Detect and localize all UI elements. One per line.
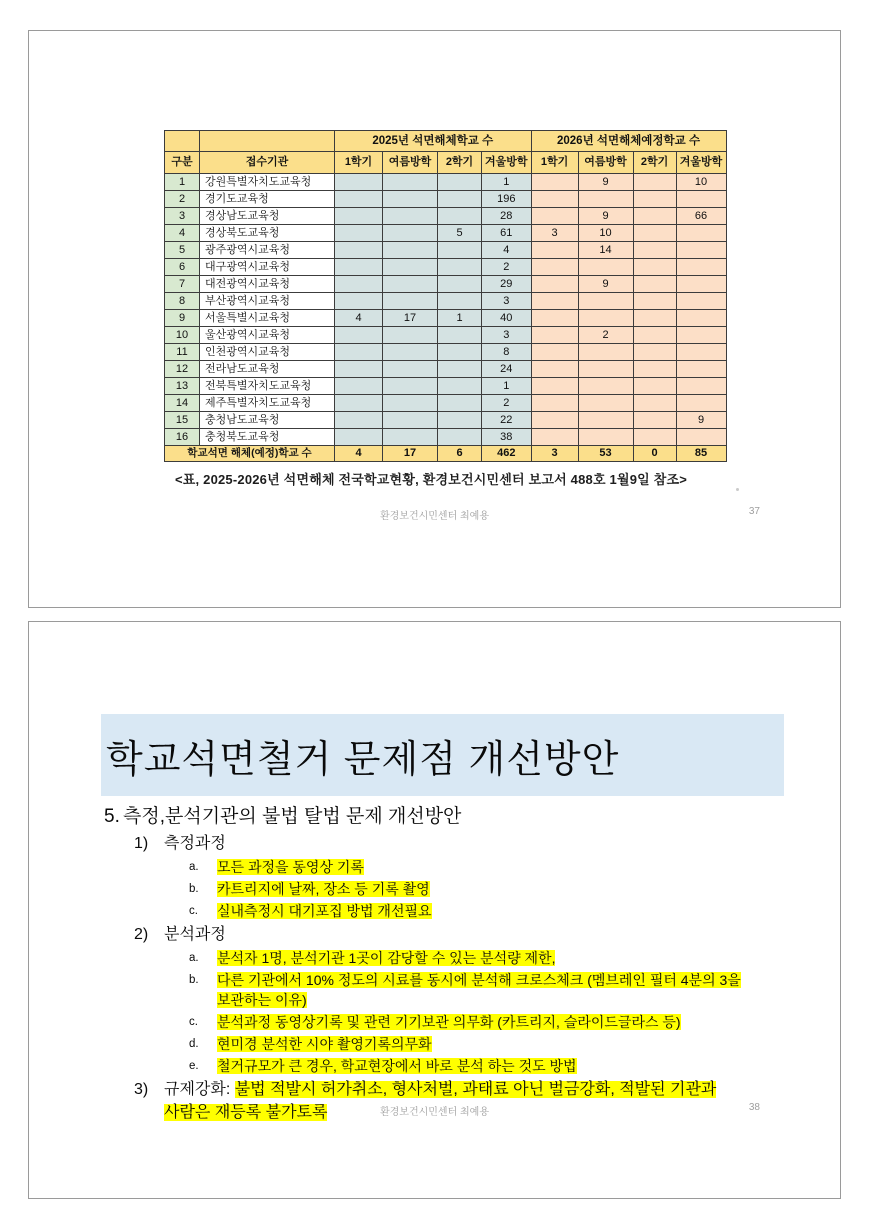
- table-cell: [676, 310, 726, 327]
- table-cell: [633, 174, 676, 191]
- table-cell: [676, 242, 726, 259]
- table-cell: 8: [165, 293, 200, 310]
- table-cell: [676, 378, 726, 395]
- table-cell: [633, 429, 676, 446]
- text-segment: 실내측정시 대기포집 방법 개선필요: [217, 903, 432, 919]
- text-segment: 분석자 1명, 분석기관 1곳이 감당할 수 있는 분석량 제한,: [217, 950, 556, 966]
- table-cell: 10: [165, 327, 200, 344]
- outline-subitem: [104, 1012, 764, 1032]
- table-cell: [531, 310, 578, 327]
- table-cell: 7: [165, 276, 200, 293]
- list-marker: d.: [189, 1038, 199, 1050]
- table-cell: [531, 429, 578, 446]
- table-cell: [335, 327, 383, 344]
- table-cell: [438, 242, 482, 259]
- table-cell: [531, 378, 578, 395]
- table-cell: 40: [482, 310, 532, 327]
- table-cell: 196: [482, 191, 532, 208]
- table-cell: [383, 395, 438, 412]
- list-marker: 5.: [104, 806, 120, 827]
- text-segment: 현미경 분석한 시야 촬영기록의무화: [217, 1036, 432, 1052]
- table-cell: 2: [482, 395, 532, 412]
- table-row: [165, 344, 727, 361]
- table-cell: [438, 344, 482, 361]
- table-row: [165, 276, 727, 293]
- table-cell: [335, 344, 383, 361]
- table-cell: [633, 395, 676, 412]
- table-row: [165, 174, 727, 191]
- total-value-cell: 3: [531, 446, 578, 462]
- outline-subitem-text: [217, 857, 747, 877]
- table-cell: 4: [165, 225, 200, 242]
- table-cell: [633, 310, 676, 327]
- table-cell: 10: [676, 174, 726, 191]
- table-cell: 경상남도교육청: [200, 208, 335, 225]
- outline-subitem-text: [217, 879, 747, 899]
- table-cell: [335, 378, 383, 395]
- table-cell: 충청남도교육청: [200, 412, 335, 429]
- list-marker: e.: [189, 1060, 199, 1072]
- table-cell: [633, 242, 676, 259]
- outline-subitem: [104, 970, 764, 1010]
- table-cell: 9: [578, 208, 633, 225]
- table-cell: [383, 191, 438, 208]
- table-cell: [531, 327, 578, 344]
- slide-title-band: [101, 714, 784, 796]
- table-cell: 서울특별시교육청: [200, 310, 335, 327]
- outline-item-text: [164, 832, 724, 855]
- table-cell: [676, 293, 726, 310]
- column-header-cell: 2학기: [438, 152, 482, 174]
- column-header-cell: 여름방학: [578, 152, 633, 174]
- table-cell: [676, 259, 726, 276]
- total-value-cell: 0: [633, 446, 676, 462]
- page-number: 37: [748, 506, 760, 517]
- table-cell: 15: [165, 412, 200, 429]
- table-cell: [578, 344, 633, 361]
- total-value-cell: 4: [335, 446, 383, 462]
- column-header-cell: 1학기: [531, 152, 578, 174]
- table-cell: 제주특별자치도교육청: [200, 395, 335, 412]
- table-header: [165, 131, 727, 174]
- table-cell: [578, 412, 633, 429]
- table-row: [165, 242, 727, 259]
- table-cell: 3: [531, 225, 578, 242]
- slide-38: [28, 621, 841, 1199]
- page-number: 38: [748, 1102, 760, 1113]
- slide-37: [28, 30, 841, 608]
- scan-speck: [736, 488, 739, 491]
- table-cell: [335, 429, 383, 446]
- table-cell: [531, 412, 578, 429]
- table-cell: [335, 225, 383, 242]
- table-cell: [438, 276, 482, 293]
- table-cell: 전라남도교육청: [200, 361, 335, 378]
- table-cell: [335, 395, 383, 412]
- table-cell: 9: [578, 174, 633, 191]
- table-cell: 17: [383, 310, 438, 327]
- table-cell: [578, 293, 633, 310]
- table-cell: 14: [165, 395, 200, 412]
- table-row: [165, 310, 727, 327]
- total-value-cell: 17: [383, 446, 438, 462]
- table-row: [165, 412, 727, 429]
- table-cell: 29: [482, 276, 532, 293]
- table-cell: 5: [438, 225, 482, 242]
- outline-subitem: [104, 879, 764, 899]
- table-cell: 13: [165, 378, 200, 395]
- outline-subitem-text: [217, 1034, 747, 1054]
- table-cell: 경상북도교육청: [200, 225, 335, 242]
- table-cell: [383, 208, 438, 225]
- table-cell: [438, 293, 482, 310]
- outline-items: [104, 832, 764, 1124]
- table-cell: 3: [482, 327, 532, 344]
- table-cell: 5: [165, 242, 200, 259]
- table-cell: 1: [482, 174, 532, 191]
- text-segment: 불법 적발시 허가취소, 형사처벌, 과태료 아닌 벌금강화, 적발된 기관과 사람은 재등록 불가토록: [164, 1081, 717, 1121]
- table-cell: [165, 131, 200, 152]
- slide-title: 학교석면철거 문제점 개선방안: [106, 738, 620, 781]
- table-row: [165, 378, 727, 395]
- table-cell: 경기도교육청: [200, 191, 335, 208]
- table-cell: 66: [676, 208, 726, 225]
- table-cell: 61: [482, 225, 532, 242]
- column-header-cell: 1학기: [335, 152, 383, 174]
- table-cell: 38: [482, 429, 532, 446]
- table-cell: [578, 310, 633, 327]
- table-row: [165, 225, 727, 242]
- table-cell: [335, 276, 383, 293]
- table-cell: [383, 242, 438, 259]
- outline-subitem-text: [217, 948, 747, 968]
- table-cell: [383, 259, 438, 276]
- table-cell: 전북특별자치도교육청: [200, 378, 335, 395]
- table-row: [165, 429, 727, 446]
- table-cell: 14: [578, 242, 633, 259]
- table-cell: [633, 344, 676, 361]
- list-marker: c.: [189, 905, 198, 917]
- table-cell: 12: [165, 361, 200, 378]
- table-cell: [438, 259, 482, 276]
- table-total-row: [165, 446, 727, 462]
- table-cell: 광주광역시교육청: [200, 242, 335, 259]
- table-cell: [383, 225, 438, 242]
- table-cell: [438, 174, 482, 191]
- table-cell: [383, 412, 438, 429]
- outline-item: [104, 832, 764, 855]
- table-row: [165, 395, 727, 412]
- table-cell: 9: [578, 276, 633, 293]
- column-header-cell: 겨울방학: [482, 152, 532, 174]
- table-row: [165, 361, 727, 378]
- text-segment: 카트리지에 날짜, 장소 등 기록 촬영: [217, 881, 430, 897]
- table-cell: [438, 361, 482, 378]
- table-cell: [578, 191, 633, 208]
- table-cell: 1: [165, 174, 200, 191]
- list-marker: b.: [189, 883, 199, 895]
- outline-subitem-text: [217, 901, 747, 921]
- table-row: [165, 191, 727, 208]
- table-cell: 9: [676, 412, 726, 429]
- outline-subitem-text: [217, 1056, 747, 1076]
- table-cell: 2: [578, 327, 633, 344]
- table-cell: [633, 225, 676, 242]
- table-cell: [531, 361, 578, 378]
- table-cell: 1: [482, 378, 532, 395]
- column-header-cell: 2학기: [633, 152, 676, 174]
- table-cell: [633, 293, 676, 310]
- table-cell: [531, 191, 578, 208]
- table-cell: [633, 378, 676, 395]
- outline: [104, 804, 764, 1124]
- table-cell: 부산광역시교육청: [200, 293, 335, 310]
- table-row: [165, 208, 727, 225]
- table-cell: [531, 208, 578, 225]
- outline-subitem: [104, 857, 764, 877]
- table-cell: [578, 395, 633, 412]
- table-cell: [633, 361, 676, 378]
- table-cell: [578, 259, 633, 276]
- table-cell: [438, 208, 482, 225]
- text-segment: 철거규모가 큰 경우, 학교현장에서 바로 분석 하는 것도 방법: [217, 1058, 577, 1074]
- table-cell: 4: [482, 242, 532, 259]
- outline-subitem: [104, 1034, 764, 1054]
- table-cell: [335, 174, 383, 191]
- table-cell: [676, 225, 726, 242]
- table-row: [165, 327, 727, 344]
- table-cell: [633, 412, 676, 429]
- table-cell: [438, 412, 482, 429]
- table-cell: [531, 395, 578, 412]
- table-cell: 2: [165, 191, 200, 208]
- table-cell: [676, 429, 726, 446]
- table-cell: [335, 242, 383, 259]
- list-marker: b.: [189, 974, 199, 986]
- table-cell: [438, 191, 482, 208]
- list-marker: 1): [134, 835, 149, 852]
- table-cell: [438, 429, 482, 446]
- table-cell: [335, 361, 383, 378]
- table-cell: [335, 208, 383, 225]
- table-cell: [383, 327, 438, 344]
- outline-item-text: [164, 923, 724, 946]
- column-header-cell: 겨울방학: [676, 152, 726, 174]
- table-cell: 22: [482, 412, 532, 429]
- table-cell: 2: [482, 259, 532, 276]
- asbestos-school-table: [164, 130, 727, 462]
- table-cell: [676, 395, 726, 412]
- table-cell: 24: [482, 361, 532, 378]
- table-cell: [578, 429, 633, 446]
- table-cell: 3: [482, 293, 532, 310]
- text-segment: 모든 과정을 동영상 기록: [217, 859, 364, 875]
- table-cell: [676, 191, 726, 208]
- table-cell: [578, 361, 633, 378]
- table-cell: [531, 344, 578, 361]
- table-cell: [633, 208, 676, 225]
- column-header-cell: 구분: [165, 152, 200, 174]
- table-cell: 16: [165, 429, 200, 446]
- table-cell: [676, 276, 726, 293]
- table-cell: 1: [438, 310, 482, 327]
- outline-subitem: [104, 1056, 764, 1076]
- table-cell: [383, 344, 438, 361]
- table-cell: 4: [335, 310, 383, 327]
- list-marker: c.: [189, 1016, 198, 1028]
- table-cell: 3: [165, 208, 200, 225]
- column-header-cell: 접수기관: [200, 152, 335, 174]
- list-marker: a.: [189, 952, 199, 964]
- list-marker: 3): [134, 1081, 149, 1098]
- text-segment: 다른 기관에서 10% 정도의 시료를 동시에 분석해 크로스체크 (멤브레인 필터 4분의 3을 보관하는 이유): [217, 972, 741, 1008]
- group-header-cell: 2026년 석면해체예정학교 수: [531, 131, 726, 152]
- slide-footer: 환경보건시민센터 최예용: [379, 1107, 490, 1118]
- table-cell: 9: [165, 310, 200, 327]
- table-cell: 강원특별자치도교육청: [200, 174, 335, 191]
- table-cell: [438, 378, 482, 395]
- text-segment: 분석과정 동영상기록 및 관련 기기보관 의무화 (카트리지, 슬라이드글라스 등): [217, 1014, 681, 1030]
- table-cell: [531, 259, 578, 276]
- table-cell: [633, 191, 676, 208]
- table-cell: [383, 276, 438, 293]
- table-cell: [531, 276, 578, 293]
- outline-subitem: [104, 948, 764, 968]
- table-cell: [438, 395, 482, 412]
- outline-heading: [104, 804, 764, 830]
- outline-subitem-text: [217, 970, 747, 1010]
- table-row: [165, 259, 727, 276]
- table-cell: 6: [165, 259, 200, 276]
- table-cell: [335, 293, 383, 310]
- table-cell: 대전광역시교육청: [200, 276, 335, 293]
- table-cell: [676, 361, 726, 378]
- table-cell: [438, 327, 482, 344]
- outline-item: [104, 923, 764, 946]
- total-value-cell: 6: [438, 446, 482, 462]
- table-cell: [531, 242, 578, 259]
- total-value-cell: 462: [482, 446, 532, 462]
- table-cell: [200, 131, 335, 152]
- table-cell: [531, 174, 578, 191]
- table-cell: 8: [482, 344, 532, 361]
- table-cell: [633, 276, 676, 293]
- text-segment: 분석과정: [164, 926, 226, 943]
- table-cell: [335, 191, 383, 208]
- table-row: [165, 152, 727, 174]
- total-value-cell: 85: [676, 446, 726, 462]
- table-caption: <표, 2025-2026년 석면해체 전국학교현황, 환경보건시민센터 보고서 488호 1월9일 참조>: [174, 472, 688, 487]
- table-cell: 울산광역시교육청: [200, 327, 335, 344]
- total-value-cell: 53: [578, 446, 633, 462]
- table-cell: 충청북도교육청: [200, 429, 335, 446]
- outline-subitem: [104, 901, 764, 921]
- table-cell: 11: [165, 344, 200, 361]
- table-cell: [383, 293, 438, 310]
- table-row: [165, 293, 727, 310]
- table-cell: [633, 259, 676, 276]
- table-row: [165, 131, 727, 152]
- list-marker: a.: [189, 861, 199, 873]
- table-cell: [633, 327, 676, 344]
- outline-heading-text: 측정,분석기관의 불법 탈법 문제 개선방안: [123, 806, 462, 827]
- table-cell: [676, 327, 726, 344]
- table-cell: [383, 174, 438, 191]
- text-segment: 측정과정: [164, 835, 226, 852]
- table-cell: 10: [578, 225, 633, 242]
- list-marker: 2): [134, 926, 149, 943]
- table-cell: 인천광역시교육청: [200, 344, 335, 361]
- table-cell: [383, 378, 438, 395]
- table-cell: [335, 259, 383, 276]
- text-segment: 규제강화:: [164, 1081, 235, 1098]
- total-label-cell: 학교석면 해체(예정)학교 수: [165, 446, 335, 462]
- group-header-cell: 2025년 석면해체학교 수: [335, 131, 532, 152]
- column-header-cell: 여름방학: [383, 152, 438, 174]
- table-cell: [578, 378, 633, 395]
- slide-footer: 환경보건시민센터 최예용: [379, 511, 490, 522]
- table-body: [165, 174, 727, 462]
- table-cell: [335, 412, 383, 429]
- table-cell: [383, 361, 438, 378]
- table-cell: 28: [482, 208, 532, 225]
- table-cell: [531, 293, 578, 310]
- table-cell: [383, 429, 438, 446]
- table-cell: 대구광역시교육청: [200, 259, 335, 276]
- table-cell: [676, 344, 726, 361]
- outline-subitem-text: [217, 1012, 747, 1032]
